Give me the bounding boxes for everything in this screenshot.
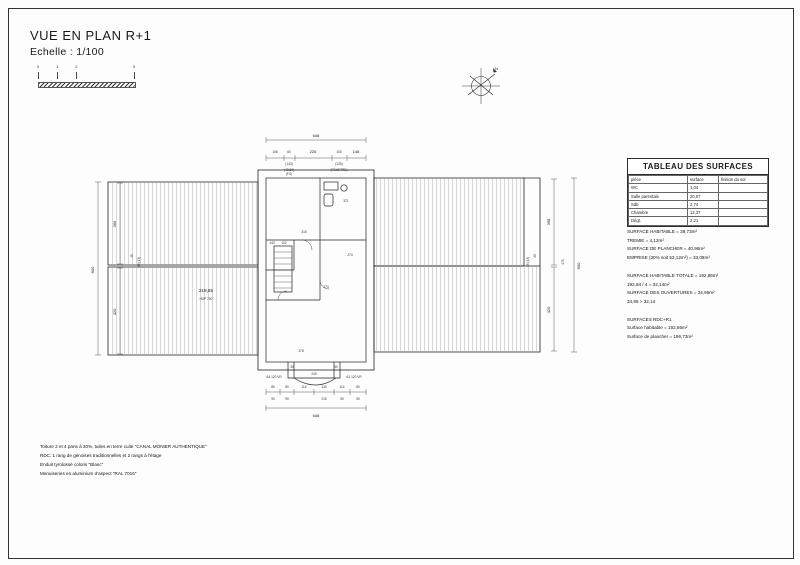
cell-surface: 2,21 [688, 217, 719, 225]
dim-bottom-small-4: 90 [340, 397, 344, 401]
dim-right-small-1: 40 [533, 254, 537, 258]
floor-plan-drawing [88, 130, 588, 420]
scale-tick-2: 2 [75, 64, 78, 69]
note-line: SURFACES RDC+R1 [627, 316, 672, 322]
note-line: TREMIE = 4,12m² [627, 237, 664, 243]
scale-bar-numbers [38, 64, 134, 72]
dim-top-5: 148 [352, 149, 360, 154]
dim-top-note-2: (FG) [285, 172, 293, 176]
dim-bottom-small-5: 90 [356, 397, 360, 401]
note-line: Surface de plancher = 196,73m² [627, 334, 693, 340]
dim-bottom-1: 80 [271, 385, 275, 389]
note-line: Surface habitable = 192,86m² [627, 325, 688, 331]
dim-right-top: 368 [546, 218, 551, 226]
dim-right-outer: 800 [576, 262, 581, 270]
note-line: 192,84 / 4 = 32,14m² [627, 281, 670, 287]
cell-piece: Salle parentale [629, 192, 688, 200]
note-line: SURFACE DE PLANCHER = 40,96m² [627, 246, 705, 252]
cell-surface: 1,04 [688, 184, 719, 192]
dim-top-1: 108 [272, 150, 278, 154]
dim-top-2: 60 [287, 150, 291, 154]
dim-interior-8: 240 [311, 372, 317, 376]
cell-surface: 2,74 [688, 200, 719, 208]
material-note-line: Menuiseries en aluminium d'aspect "RAL 7016" [40, 470, 137, 476]
dim-bottom-2: 80 [285, 385, 289, 389]
material-notes [40, 443, 300, 479]
cell-finition [719, 184, 768, 192]
dim-top-3: 226 [309, 149, 317, 154]
note-line: SURFACE HABITABLE = 39,73m² [627, 229, 697, 234]
cell-surface: 20,07 [688, 192, 719, 200]
title-block [30, 28, 151, 58]
cell-finition [719, 209, 768, 217]
cell-finition [719, 217, 768, 225]
dim-interior-1: 371 [343, 199, 349, 203]
dim-top-small-1: (143) [285, 162, 293, 166]
cell-piece: WC [629, 184, 688, 192]
material-note-line: RDC: 1 rang de génoises traditionnelles et 2 rangs à l'étage [40, 452, 162, 458]
col-surface: surface [688, 176, 719, 184]
cell-piece: Dégt. [629, 217, 688, 225]
dim-left-outer: 800 [90, 266, 95, 274]
note-line: 34,95 > 32,14 [627, 299, 656, 305]
scale-tick-0: 0 [36, 64, 40, 69]
cell-surface: 12,37 [688, 209, 719, 217]
dim-right-bottom: 420 [546, 306, 551, 314]
dim-bottom-label-2: A1.120 VR [346, 375, 362, 379]
table-row [629, 192, 768, 200]
dim-top-note-1: (48,80) [283, 168, 295, 172]
north-arrow-icon [462, 62, 504, 104]
table-row [629, 184, 768, 192]
dim-bottom-6: 80 [356, 385, 360, 389]
surface-note-block-2 [627, 272, 777, 307]
dim-top-small-2: (125) [335, 162, 343, 166]
dim-bottom-small-1: 90 [271, 397, 275, 401]
col-finition: finition du sol [719, 176, 768, 184]
dim-bottom-total: 648 [312, 413, 320, 418]
room-area-label: 218,65 [198, 288, 214, 293]
scale-label: Echelle : 1/100 [30, 46, 104, 58]
material-note-line: Enduit tyrolossé coloris "Blanc" [40, 461, 104, 467]
dim-right-small-3: 470 [561, 259, 565, 265]
dim-top-note-3: (FENETRE) [330, 168, 348, 172]
col-piece: pièce [629, 176, 688, 184]
dim-top-4: 100 [336, 150, 342, 154]
dim-left-small-1: 45 [130, 254, 134, 258]
dim-right-small-2: 48 (13) [526, 256, 530, 268]
scale-tick-1: 1 [56, 64, 59, 69]
cell-piece: Sdb [629, 200, 688, 208]
table-row [629, 217, 768, 225]
note-line: SURFACE DES OUVERTURES = 34,95m² [627, 290, 715, 296]
dim-interior-2: 274 [347, 253, 353, 257]
surface-note-block-1 [627, 228, 777, 263]
room-height-label: HSP 750 [199, 297, 213, 301]
dim-interior-9: 30 [290, 365, 294, 369]
dim-bottom-label-1: A4.120 VR [266, 375, 282, 379]
dim-bottom-3: 114 [301, 385, 307, 389]
scale-bar [38, 64, 134, 86]
material-note-line: Toiture 2 et 4 pans à 30%, tuiles en terre cuite "CANAL MONIER AUTHENTIQUE" [40, 444, 207, 449]
north-label: N [495, 66, 498, 71]
table-header-row [629, 176, 768, 184]
dim-bottom-4: 140 [321, 385, 327, 389]
surfaces-table [627, 158, 769, 227]
table-row [629, 200, 768, 208]
dim-interior-4: 315 [301, 230, 307, 234]
scale-tick-3: 5 [132, 64, 136, 69]
cell-finition [719, 200, 768, 208]
dim-interior-10: 30 [334, 365, 338, 369]
surface-notes [627, 228, 777, 351]
note-line: SURFACE HABITABLE TOTALE = 192,86m² [627, 272, 719, 278]
cell-piece: Chambre [629, 209, 688, 217]
dim-left-small-2: 48 (13) [137, 256, 141, 268]
cell-finition [719, 192, 768, 200]
dim-left-bottom: 420 [112, 308, 117, 316]
dim-bottom-5: 114 [339, 385, 345, 389]
surface-note-block-3 [627, 316, 777, 342]
dim-top-total: 648 [312, 133, 320, 138]
dim-interior-5: 102 [281, 241, 287, 245]
dim-interior-3: 274 [323, 285, 329, 289]
dim-bottom-small-2: 90 [285, 397, 289, 401]
scale-bar-strip [38, 82, 134, 86]
dim-left-top: 365 [112, 220, 117, 228]
dim-bottom-small-3: 215 [321, 397, 327, 401]
dim-interior-7: 378 [298, 349, 304, 353]
dim-interior-6: 143 [269, 241, 275, 245]
table-row [629, 209, 768, 217]
surfaces-table-title: TABLEAU DES SURFACES [628, 159, 768, 175]
page-title: VUE EN PLAN R+1 [30, 28, 152, 43]
note-line: EMPRISE (30% soit 53,12m²) = 33,08m² [627, 255, 710, 261]
scale-bar-ticks [38, 72, 134, 81]
